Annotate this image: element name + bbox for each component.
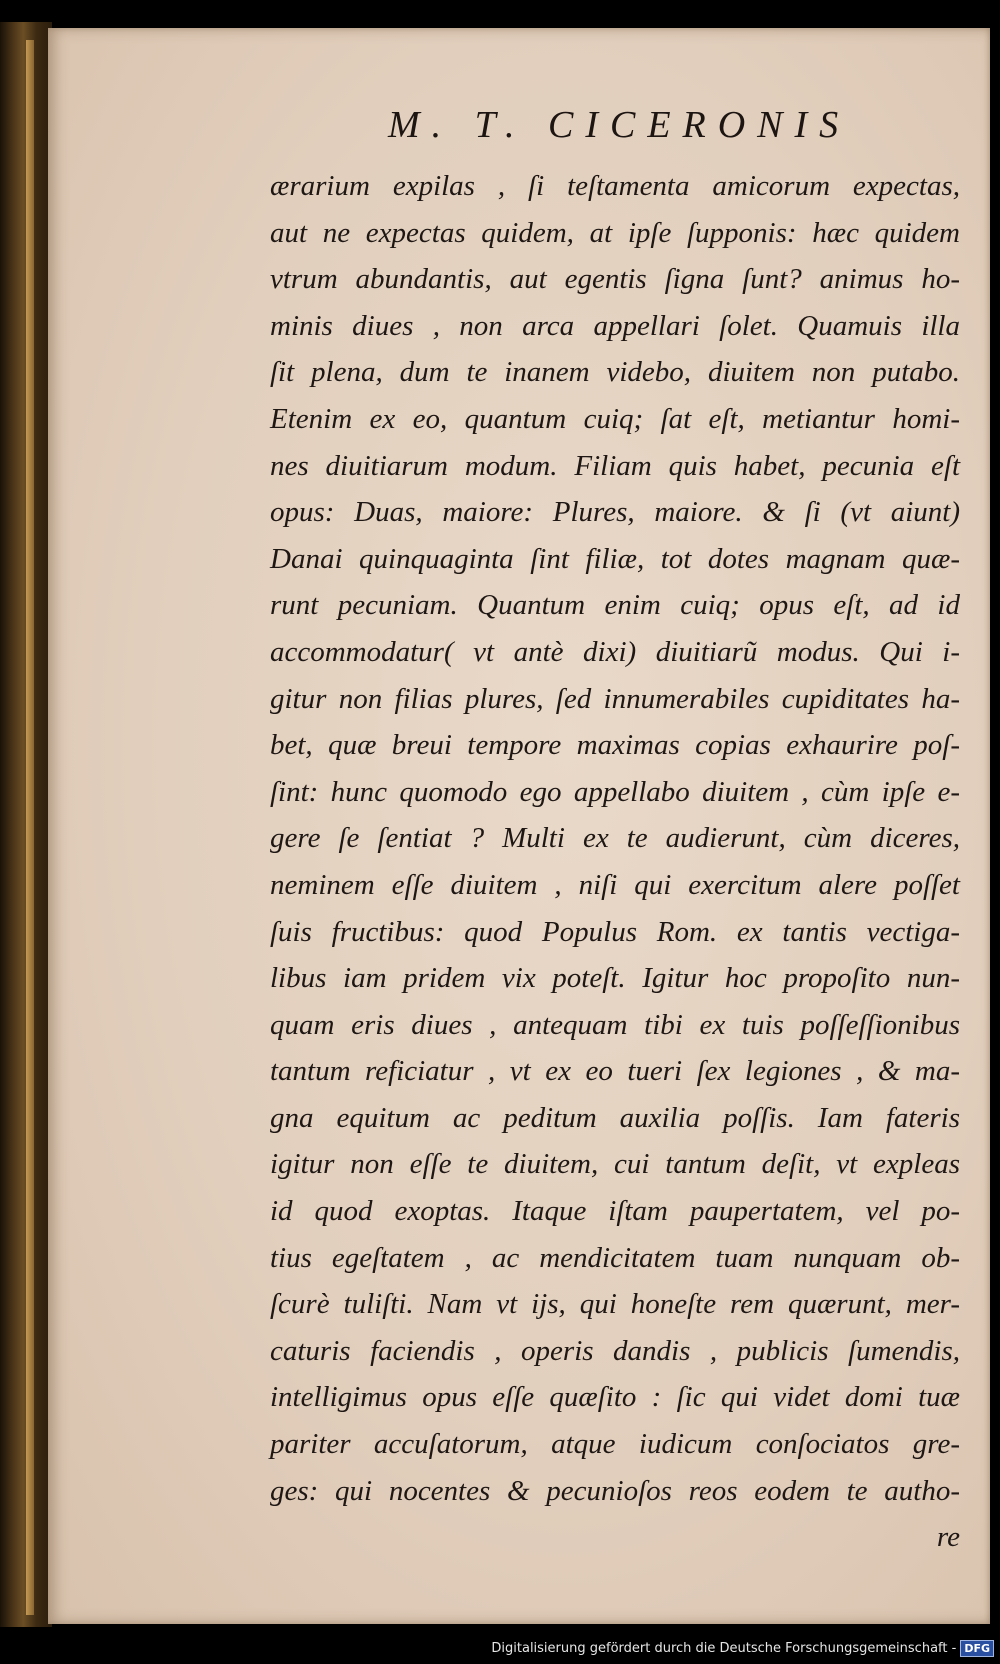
dfg-logo: DFG <box>960 1640 994 1657</box>
text-line: neminem eſſe diuitem , niſi qui exercitum alere poſſet <box>270 868 960 901</box>
text-line: gna equitum ac peditum auxilia poſſis. Iam fateris <box>270 1101 960 1134</box>
footer-text: Digitalisierung gefördert durch die Deutsche Forschungsgemeinschaft - <box>491 1640 957 1656</box>
text-block <box>270 163 960 1561</box>
text-line: accommodatur( vt antè dixi) diuitiarũ modus. Qui i- <box>270 635 960 668</box>
text-line: igitur non eſſe te diuitem, cui tantum deſit, vt expleas <box>270 1148 960 1181</box>
text-line: gere ſe ſentiat ? Multi ex te audierunt, cùm diceres, <box>270 822 960 855</box>
text-line: Etenim ex eo, quantum cuiq; ſat eſt, metiantur homi- <box>270 402 960 435</box>
text-line: ges: qui nocentes & pecunioſos reos eodem te autho- <box>270 1474 960 1507</box>
text-line: ſuis fructibus: quod Populus Rom. ex tantis vectiga- <box>270 915 960 948</box>
text-line: ſit plena, dum te inanem videbo, diuitem non putabo. <box>270 356 960 389</box>
text-line: pariter accuſatorum, atque iudicum conſociatos gre- <box>270 1428 960 1461</box>
text-line: runt pecuniam. Quantum enim cuiq; opus eſt, ad id <box>270 589 960 622</box>
text-line: ſint: hunc quomodo ego appellabo diuitem , cùm ipſe e- <box>270 775 960 808</box>
running-head: M. T. CICERONIS <box>388 104 851 146</box>
text-line: gitur non filias plures, ſed innumerabiles cupiditates ha- <box>270 682 960 715</box>
text-line: opus: Duas, maiore: Plures, maiore. & ſi (vt aiunt) <box>270 496 960 529</box>
digitization-footer <box>491 1638 994 1658</box>
text-line: ſcurè tuliſti. Nam vt ijs, qui honeſte rem quærunt, mer- <box>270 1288 960 1321</box>
text-line: Danai quinquaginta ſint filiæ, tot dotes magnam quæ- <box>270 542 960 575</box>
text-line: re <box>936 1521 960 1554</box>
book-binding-edge <box>26 40 34 1615</box>
text-line: ærarium expilas , ſi teſtamenta amicorum expectas, <box>270 170 960 202</box>
text-line: vtrum abundantis, aut egentis ſigna ſunt? animus ho- <box>270 263 960 296</box>
text-line: aut ne expectas quidem, at ipſe ſupponis: hæc quidem <box>270 216 960 249</box>
text-line: quam eris diues , antequam tibi ex tuis poſſeſſionibus <box>270 1008 960 1041</box>
text-line: nes diuitiarum modum. Filiam quis habet, pecunia eſt <box>270 449 960 482</box>
text-line: caturis faciendis , operis dandis , publicis ſumendis, <box>270 1334 960 1367</box>
book-page <box>48 28 990 1624</box>
text-line: id quod exoptas. Itaque iſtam paupertatem, vel po- <box>270 1195 960 1228</box>
text-line: libus iam pridem vix poteſt. Igitur hoc propoſito nun- <box>270 962 960 995</box>
text-line: tius egeſtatem , ac mendicitatem tuam nunquam ob- <box>270 1241 960 1274</box>
text-line: tantum reficiatur , vt ex eo tueri ſex legiones , & ma- <box>270 1055 960 1088</box>
text-line: intelligimus opus eſſe quæſito : ſic qui videt domi tuæ <box>270 1381 960 1414</box>
text-line: bet, quæ breui tempore maximas copias exhaurire poſ- <box>270 729 960 762</box>
text-line: minis diues , non arca appellari ſolet. Quamuis illa <box>270 309 960 342</box>
